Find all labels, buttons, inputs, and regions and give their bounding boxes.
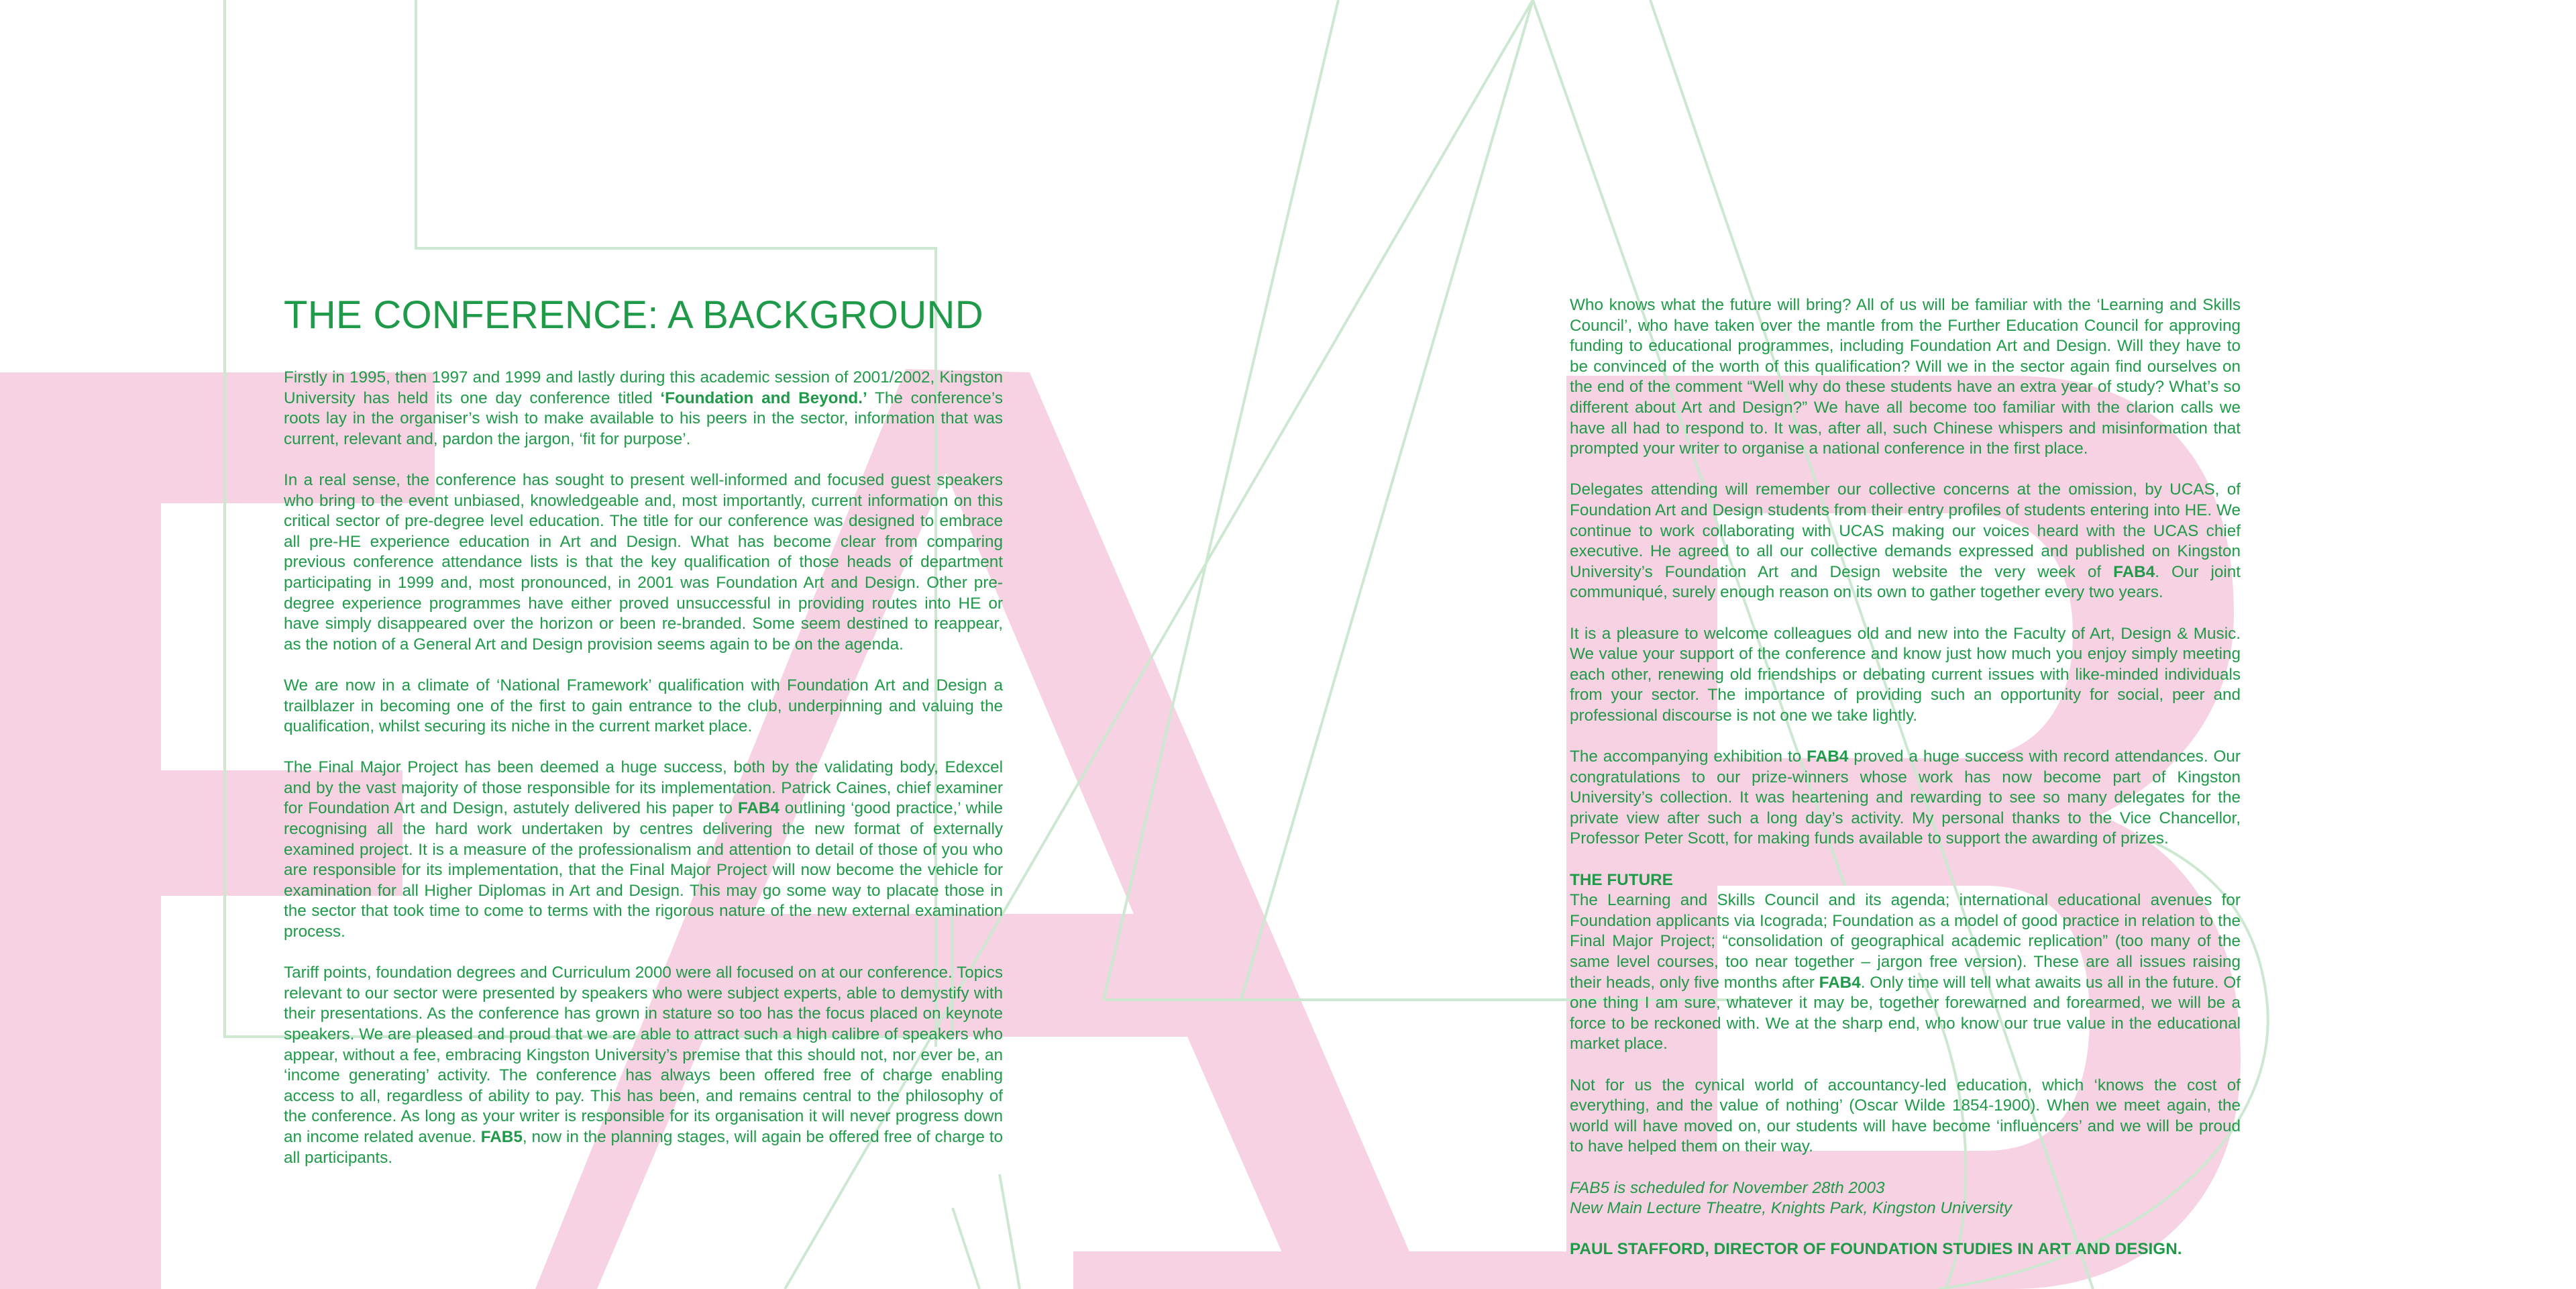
paragraph-intro xyxy=(284,368,1003,450)
paragraph-future-agenda xyxy=(1570,890,2241,1055)
paragraph-text: , now in the planning stages, will again be offered free of charge to all participants. xyxy=(284,1127,1004,1167)
paragraph-national-framework: We are now in a climate of ‘National Framework’ qualification with Foundation Art and Design a trailblazer in becoming one of the first to gain entrance to the club, underpinning and valuing the qualification, whilst securing its niche in the current market place. xyxy=(284,676,1003,736)
paragraph-welcome: It is a pleasure to welcome colleagues old and new into the Faculty of Art, Design & Music. We value your support of the conference and know just how much you enjoy simply meeting each other, renewing old friendships or debating current issues with like-minded individuals from your sector. The importance of providing such an opportunity for social, peer and professional discourse is not one we take lightly. xyxy=(1570,624,2241,725)
paragraph-text: . Only time will tell what awaits us all in the future. Of one thing I am sure, whatever it may be, together forewarned and forearmed, we will be a force to be reckoned with. We at the sharp end, who know our true value in the educational market place. xyxy=(1570,973,2241,1053)
page-title: THE CONFERENCE: A BACKGROUND xyxy=(284,293,983,337)
fab4-bold: FAB4 xyxy=(1819,973,1861,992)
fab4-bold: FAB4 xyxy=(2113,562,2155,581)
right-column xyxy=(1570,295,2241,1260)
paragraph-text: Delegates attending will remember our collective concerns at the omission, by UCAS, of Foundation Art and Design students from their entry profiles of students entering into HE. We continue to work collaborating with UCAS making our voices heard with the UCAS chief executive. He agreed to all our collective demands expressed and published on Kingston University’s Foundation Art and Design website the very week of xyxy=(1570,480,2241,581)
paragraph-text: Tariff points, foundation degrees and Curriculum 2000 were all focused on at our conference. Topics relevant to our sector were presented by speakers who were subject experts, able to demystify with their presentations. As the conference has grown in stature so too has the focus placed on keynote speakers. We are pleased and proud that we are able to attract such a high calibre of speakers who appear, without a fee, embracing Kingston University’s premise that this should not, nor ever be, an ‘income generating’ activity. The conference has always been offered free of charge enabling access to all, regardless of ability to pay. This has been, and remains central to the philosophy of the conference. As long as your writer is responsible for its organisation it will never progress down an income related avenue. xyxy=(284,964,1003,1146)
paragraph-oscar-wilde: Not for us the cynical world of accountancy-led education, which ‘knows the cost of everything, and the value of nothing’ (Oscar Wilde 1854-1900). When we meet again, the world will have moved on, our students will have become ‘influencers’ and we will be proud to have helped them on their way. xyxy=(1570,1076,2241,1156)
paragraph-ucas xyxy=(1570,480,2241,603)
fab4-bold: FAB4 xyxy=(737,799,780,818)
author-signature: PAUL STAFFORD, DIRECTOR OF FOUNDATION STUDIES IN ART AND DESIGN. xyxy=(1570,1240,2182,1259)
paragraph-text: outlining ‘good practice,’ while recognising all the hard work undertaken by centres delivering the new format of externally examined project. It is a measure of the professionalism and attention to detail of those of you who are responsible for its implementation, that the Final Major Project will now become the vehicle for examination for all Higher Diplomas in Art and Design. This may go some way to placate those in the sector that took time to come to terms with the rigorous nature of the new external examination process. xyxy=(284,799,1003,941)
paragraph-future-question: Who knows what the future will bring? All of us will be familiar with the ‘Learning and Skills Council’, who have taken over the mantle from the Further Education Council for approving funding to educational programmes, including Foundation Art and Design. Will they have to be convinced of the worth of this qualification? Will we in the sector again find ourselves on the end of the comment “Well why do these students have an extra year of study? What’s so different about Art and Design?” We have all become too familiar with the clarion calls we have all had to respond to. It was, after all, such Chinese whispers and misinformation that prompted your writer to organise a national conference in the first place. xyxy=(1570,296,2241,458)
event-date-line: FAB5 is scheduled for November 28th 2003 xyxy=(1570,1178,1885,1197)
paragraph-exhibition xyxy=(1570,747,2241,849)
paragraph-tariff-points xyxy=(284,963,1003,1168)
paragraph-text: The Learning and Skills Council and its agenda; international educational avenues for Foundation applicants via Icograda; Foundation as a model of good practice in relation to the Final Major Project; “consolidation of geographical academic replication” (too many of the same level courses, too near together – jargon free version). These are all issues raising their heads, only five months after xyxy=(1570,891,2241,992)
paragraph-text: The conference’s roots lay in the organiser’s wish to make available to his peers in the sector, information that was current, relevant and, pardon the jargon, ‘fit for purpose’. xyxy=(284,389,1003,448)
paragraph-text: . Our joint communiqué, surely enough reason on its own to gather together every two years. xyxy=(1570,562,2241,602)
conference-title-bold: ‘Foundation and Beyond.’ xyxy=(660,389,867,407)
event-venue-line: New Main Lecture Theatre, Knights Park, Kingston University xyxy=(1570,1199,2012,1218)
event-note xyxy=(1570,1178,2241,1219)
paragraph-text: Firstly in 1995, then 1997 and 1999 and lastly during this academic session of 2001/2002, Kingston University has held its one day conference titled xyxy=(284,368,1003,407)
paragraph-final-major-project xyxy=(284,758,1003,942)
paragraph-text: The accompanying exhibition to xyxy=(1570,747,1807,766)
paragraph-text: proved a huge success with record attendances. Our congratulations to our prize-winners whose work has now become part of Kingston University’s collection. It was heartening and rewarding to see so many delegates for the private view after such a long day’s activity. My personal thanks to the Vice Chancellor, Professor Peter Scott, for making funds available to support the awarding of prizes. xyxy=(1570,747,2241,848)
paragraph-real-sense: In a real sense, the conference has sought to present well-informed and focused guest speakers who bring to the event unbiased, knowledgeable and, most importantly, current information on this critical sector of pre-degree level education. The title for our conference was designed to embrace all pre-HE experience education in Art and Design. What has become clear from comparing previous conference attendance lists is that the key qualification of those heads of department participating in 1999 and, most pronounced, in 2001 was Foundation Art and Design. Other pre-degree experience programmes have either proved unsuccessful in providing routes into HE or have simply disappeared over the horizon or been re-branded. Some seem destined to reappear, as the notion of a General Art and Design provision seems again to be on the agenda. xyxy=(284,470,1003,654)
fab4-bold: FAB4 xyxy=(1807,747,1849,766)
paragraph-text: The Final Major Project has been deemed a huge success, both by the validating body, Edexcel and by the vast majority of those responsible for its implementation. Patrick Caines, chief examiner for Foundation Art and Design, astutely delivered his paper to xyxy=(284,758,1003,818)
left-column xyxy=(284,295,1003,1168)
section-heading-future: THE FUTURE xyxy=(1570,870,1673,889)
fab5-bold: FAB5 xyxy=(480,1127,523,1146)
